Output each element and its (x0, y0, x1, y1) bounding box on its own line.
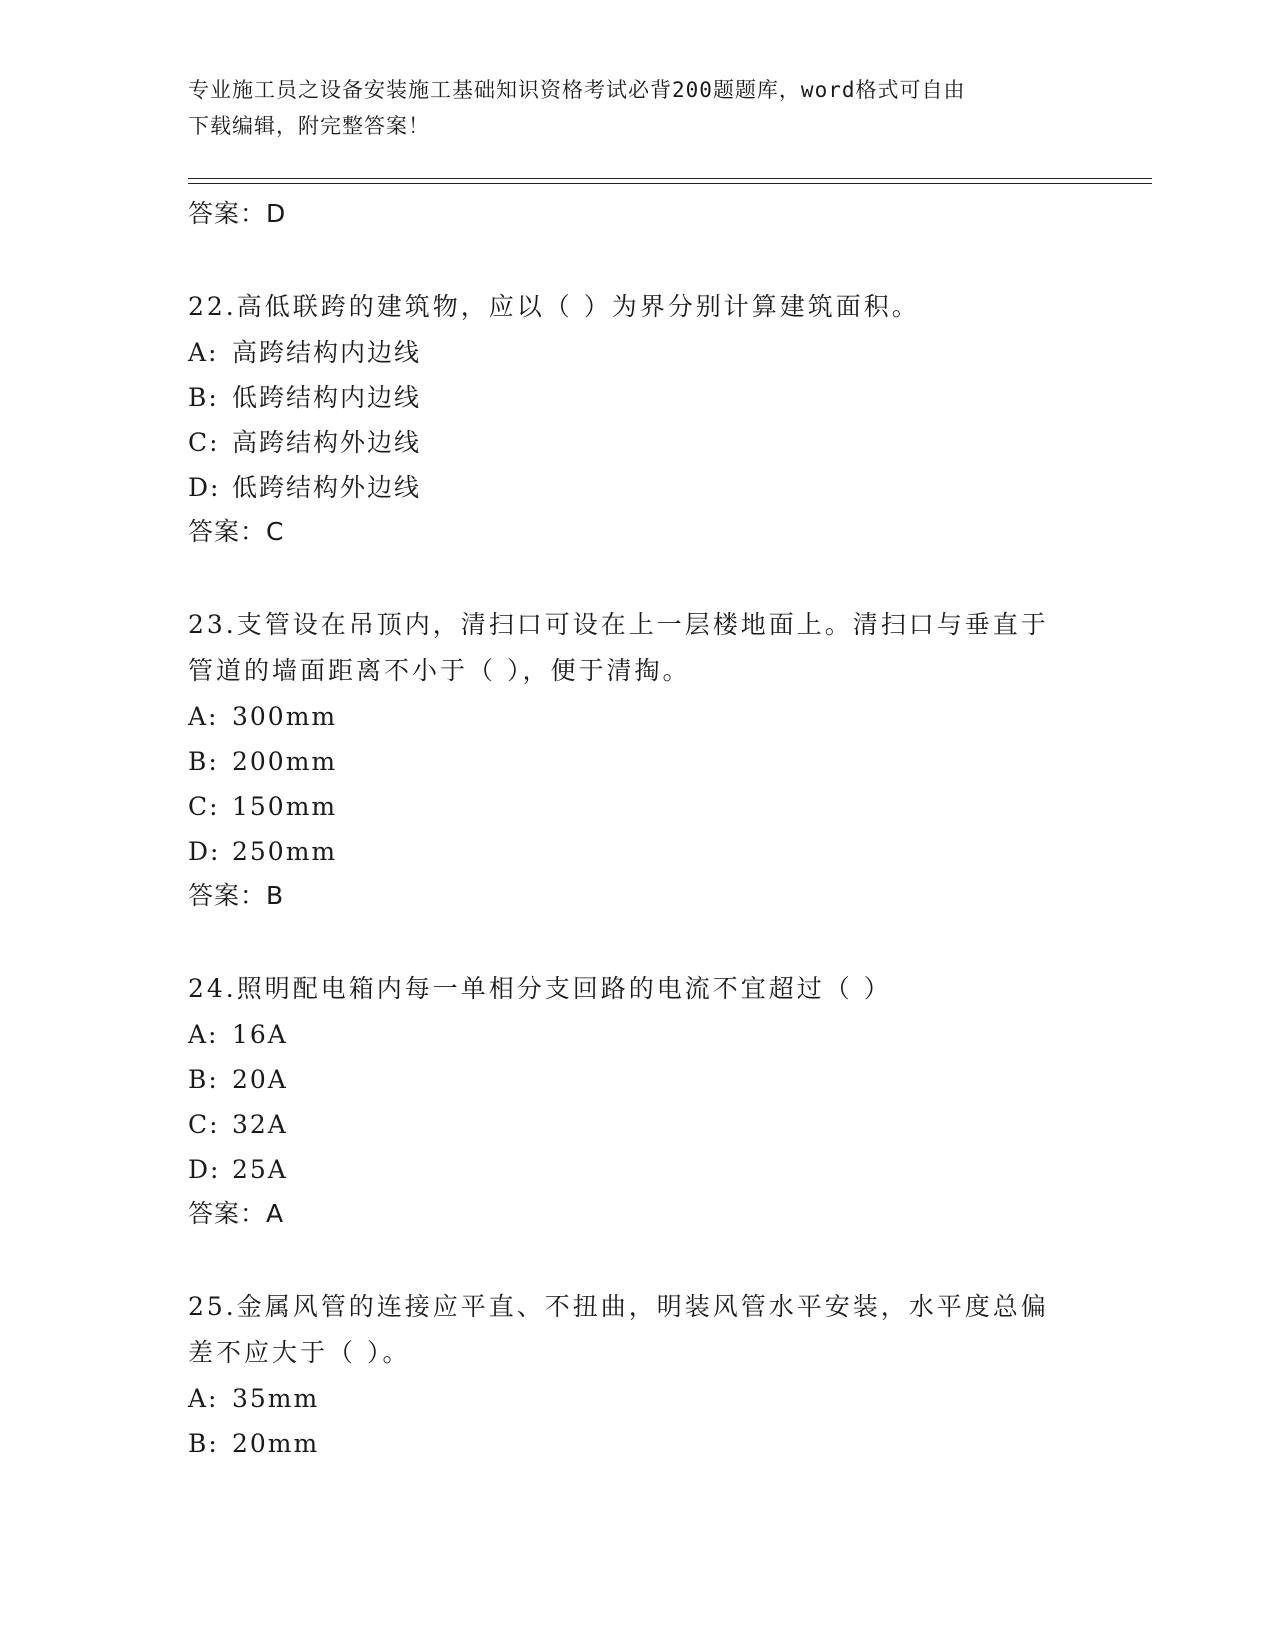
option-text: 高跨结构内边线 (232, 338, 422, 367)
option-label: A: (188, 338, 219, 367)
option-c (188, 420, 1088, 465)
question-list (188, 192, 1088, 1466)
header-divider-top (188, 178, 1152, 179)
option-b (188, 375, 1088, 420)
option-label: A: (188, 1020, 219, 1049)
header-line-2: 下载编辑，附完整答案！ (188, 114, 430, 138)
option-text: 低跨结构外边线 (232, 473, 422, 502)
option-a (188, 330, 1088, 375)
option-d (188, 1147, 1088, 1192)
answer-line: 答案：D (188, 199, 287, 228)
option-b (188, 739, 1088, 784)
option-d (188, 465, 1088, 510)
answer-line: 答案：B (188, 881, 285, 910)
option-label: D: (188, 473, 221, 502)
option-c (188, 784, 1088, 829)
option-text: 150mm (232, 792, 338, 821)
option-text: 250mm (232, 837, 338, 866)
question-text-continued: 差不应大于（ ）。 (188, 1338, 411, 1367)
option-a (188, 1012, 1088, 1057)
option-a (188, 1376, 1088, 1421)
answer-line: 答案：C (188, 517, 285, 546)
option-label: B: (188, 383, 219, 412)
option-c (188, 1102, 1088, 1147)
answer-line: 答案：A (188, 1199, 285, 1228)
option-b (188, 1421, 1088, 1466)
question-text-continued: 管道的墙面距离不小于（ ），便于清掏。 (188, 656, 691, 685)
option-d (188, 829, 1088, 874)
question-text: 23.支管设在吊顶内，清扫口可设在上一层楼地面上。清扫口与垂直于 (188, 610, 1049, 639)
option-label: C: (188, 1110, 220, 1139)
header-divider-bottom (188, 183, 1152, 184)
option-label: B: (188, 1065, 219, 1094)
option-text: 25A (232, 1155, 288, 1184)
option-label: B: (188, 747, 219, 776)
option-text: 低跨结构内边线 (232, 383, 422, 412)
option-text: 32A (232, 1110, 288, 1139)
option-b (188, 1057, 1088, 1102)
option-label: D: (188, 1155, 221, 1184)
option-text: 200mm (232, 747, 338, 776)
question-block (188, 1284, 1088, 1466)
option-label: C: (188, 428, 220, 457)
question-block (188, 602, 1088, 918)
option-text: 20mm (232, 1429, 320, 1458)
option-label: A: (188, 1384, 219, 1413)
question-block (188, 966, 1088, 1236)
option-text: 300mm (232, 702, 338, 731)
option-label: B: (188, 1429, 219, 1458)
option-text: 16A (232, 1020, 288, 1049)
option-label: A: (188, 702, 219, 731)
question-text: 22.高低联跨的建筑物，应以（ ）为界分别计算建筑面积。 (188, 292, 920, 321)
question-text: 25.金属风管的连接应平直、不扭曲，明装风管水平安装，水平度总偏 (188, 1292, 1049, 1321)
document-header (188, 72, 1088, 144)
option-a (188, 694, 1088, 739)
question-block (188, 284, 1088, 554)
option-label: C: (188, 792, 220, 821)
option-text: 35mm (232, 1384, 320, 1413)
option-text: 20A (232, 1065, 288, 1094)
question-text: 24.照明配电箱内每一单相分支回路的电流不宜超过（ ） (188, 974, 892, 1003)
option-label: D: (188, 837, 221, 866)
option-text: 高跨结构外边线 (232, 428, 422, 457)
header-line-1: 专业施工员之设备安装施工基础知识资格考试必背200题题库，word格式可自由 (188, 78, 966, 102)
